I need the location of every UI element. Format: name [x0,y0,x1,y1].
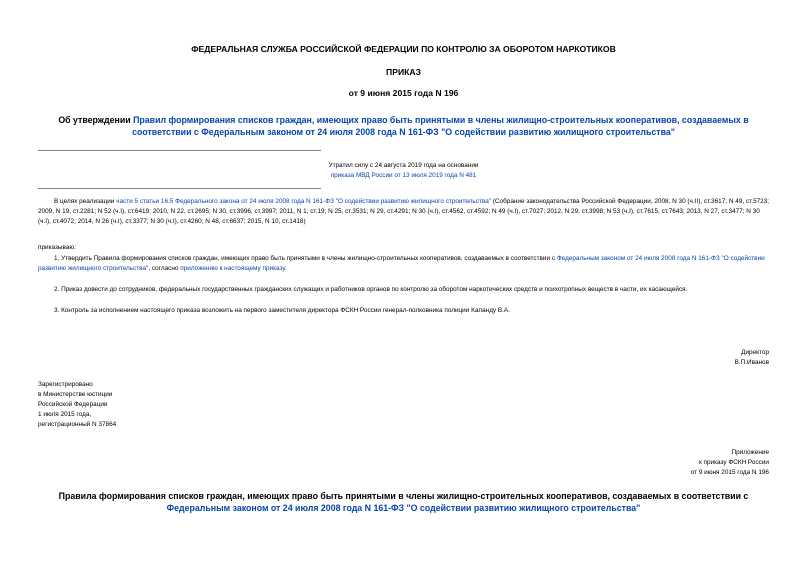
appendix-line: от 9 июня 2015 года N 196 [690,469,769,476]
preamble-text-start: В целях реализации [54,198,117,205]
doc-type: ПРИКАЗ [386,67,421,77]
appendix-block [560,448,769,478]
separator-bottom [38,188,321,189]
preamble-law-link[interactable]: части 5 статьи 16.5 Федерального закона от 24 июля 2008 года N 161-ФЗ "О содействии развитию жилищного строительства" [116,198,492,205]
appendix-line: Приложение [731,449,769,456]
signature-name: В.П.Иванов [734,359,769,366]
registration-line: 1 июля 2015 года, [38,411,92,418]
doc-title [46,114,761,138]
registration-line: Зарегистрировано [38,381,93,388]
separator-top [38,150,321,151]
item-1 [38,254,772,274]
title-link[interactable]: Правил формирования списков граждан, имеющих право быть принятыми в члены жилищно-строительных кооперативов, создаваемых в соответствии с Федеральным законом от 24 июля 2008 года N 161-ФЗ "О содействии развитию жилищного строительства" [132,115,749,137]
doc-date: от 9 июня 2015 года N 196 [348,88,459,98]
registration-block [38,380,238,430]
status-line: Утратил силу с 24 августа 2019 года на основании [328,162,479,169]
preamble-text-rest: (Собрание законодательства Российской Федерации, 2008, N 30 (ч.II), ст.3617; N 49, ст.5723; 2009, N 19, ст.2281; N 52 (ч.I), ст.6419; 2010, N 22, ст.2695; N 30, ст.3996, ст.3997; 2011, N 1, ст.19; N 25, ст.3531; N 29, ст.4291; N 30 (ч.I), ст.4562, ст.4592; N 49 (ч.I), ст.7027; 2012, N 29, ст.3998; N 53 (ч.I), ст.7615, ст.7643; 2013, N 27, ст.3477; N 30 (ч.I), ст.4072; 2014, N 26 (ч.I), ст.3377; N 30 (ч.I), ст.4260; N 48, ст.6637; 2015, N 10, ст.1418) [38,198,770,225]
item-1-appendix-link[interactable]: приложению к настоящему приказу [180,265,285,272]
item-3: 3. Контроль за исполнением настоящего приказа возложить на первого заместителя директора ФСКН России генерал-полковника полиции Каланду В.А. [54,307,510,314]
item-1-text: 1. Утвердить Правила формирования списков граждан, имеющих право быть принятыми в члены жилищно-строительных кооперативов, создаваемых в соответствии с [54,255,557,262]
rules-title-text: Правила формирования списков граждан, имеющих право быть принятыми в члены жилищно-строительных кооперативов, создаваемых в соответствии с [58,491,749,501]
status-link[interactable]: приказа МВД России от 13 июля 2019 года N 481 [330,172,477,179]
item-1-text-3: . [284,265,287,272]
order-word: приказываю: [38,244,76,251]
registration-line: Российской Федерации [38,401,108,408]
item-1-law-link[interactable]: Федеральным законом от 24 июля 2008 года N 161-ФЗ "О содействии развитию жилищного строительства" [38,255,765,272]
registration-line: в Министерстве юстиции [38,391,113,398]
signature-position: Директор [741,349,769,356]
preamble [38,197,772,227]
rules-title [30,490,777,514]
rules-title-link[interactable]: Федеральным законом от 24 июля 2008 года N 161-ФЗ "О содействии развитию жилищного строительства" [166,503,641,513]
item-1-text-2: , согласно [148,265,181,272]
registration-line: регистрационный N 37864 [38,421,117,428]
appendix-line: к приказу ФСКН России [698,459,769,466]
title-prefix: Об утверждении [58,115,134,125]
status-note [300,161,507,181]
signature [560,348,769,368]
item-2: 2. Приказ довести до сотрудников, федеральных государственных гражданских служащих и работников органов по контролю за оборотом наркотических средств и психотропных веществ в части, их касающейся. [54,286,688,293]
agency-name: ФЕДЕРАЛЬНАЯ СЛУЖБА РОССИЙСКОЙ ФЕДЕРАЦИИ ПО КОНТРОЛЮ ЗА ОБОРОТОМ НАРКОТИКОВ [191,44,616,54]
